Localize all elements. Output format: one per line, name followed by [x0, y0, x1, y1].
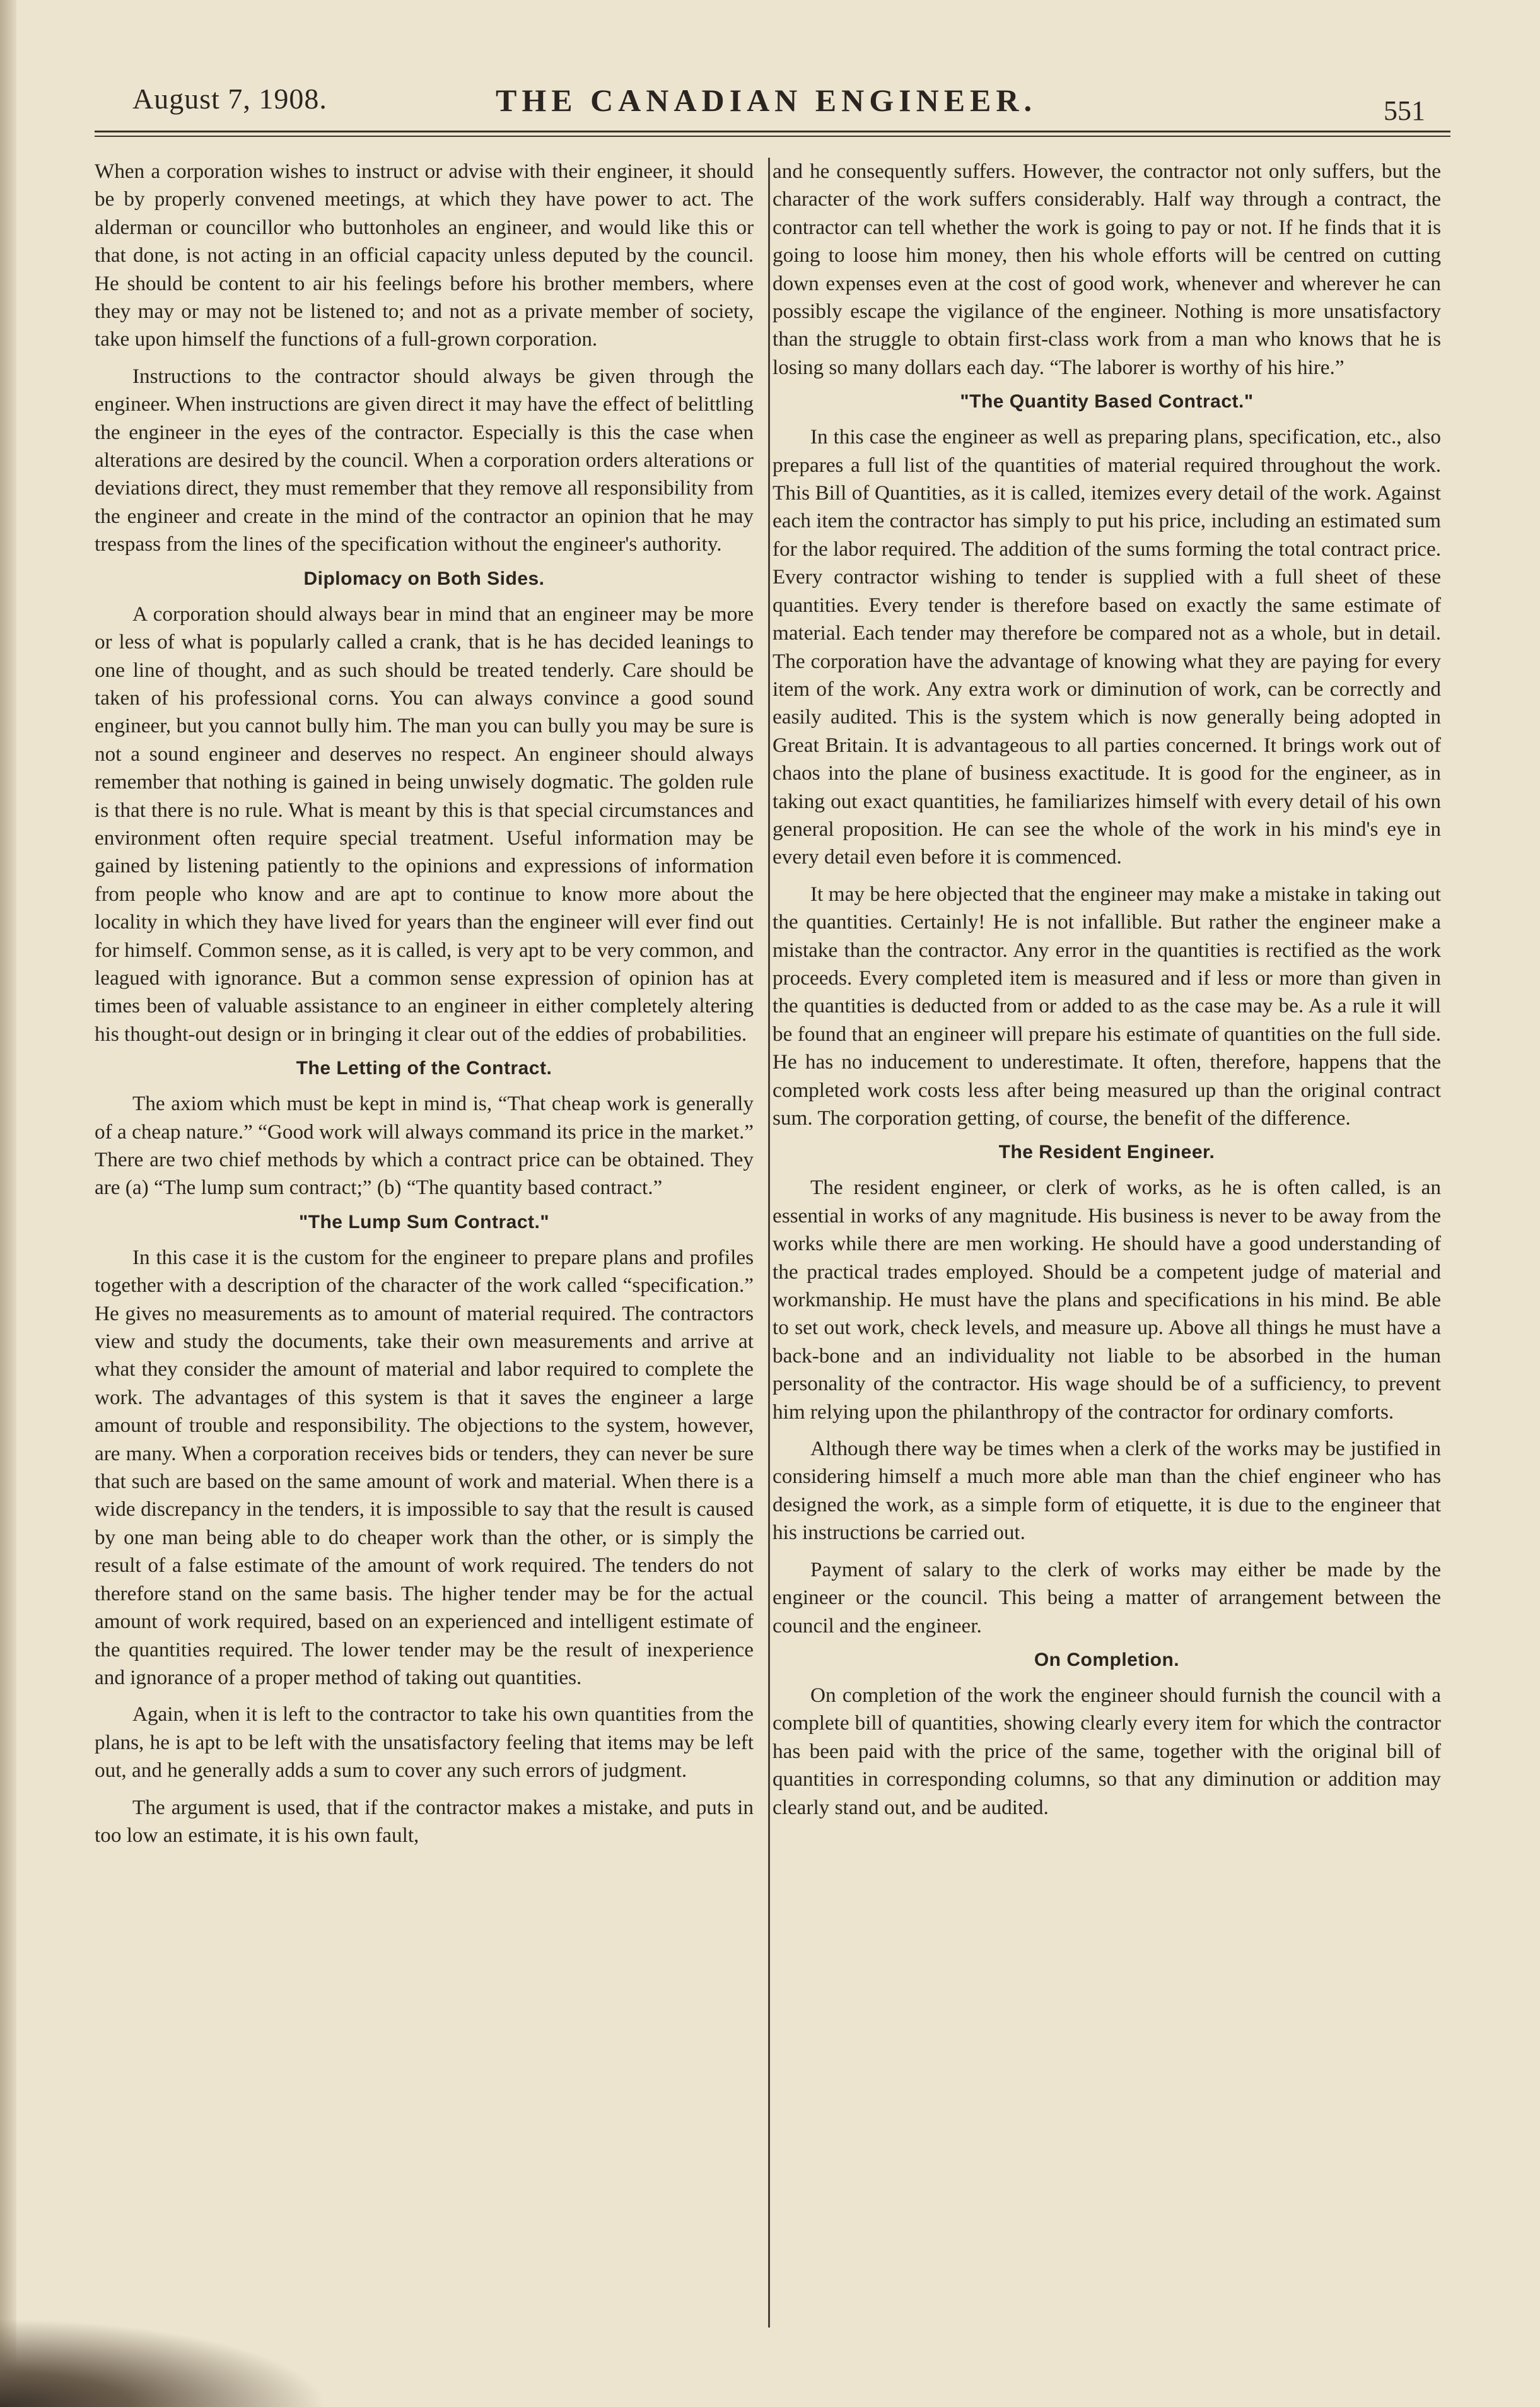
paragraph: The axiom which must be kept in mind is, “That cheap work is generally of a cheap nature.” “Good work will always command its price in the market.” There are two chief methods by which a contract price can be obtained. They are (a) “The lump sum contract;” (b) “The quantity based contract.” — [95, 1092, 754, 1200]
page-corner-shadow — [0, 2319, 328, 2407]
paragraph: The resident engineer, or clerk of works, as he is often called, is an essential in works of any magnitude. His business is never to be away from the works while there are men working. He should have a good understanding of the practical trades employed. Should be a competent judge of material and workmanship. He must have the plans and specifications in his mind. Be able to set out work, check levels, and measure up. Above all things he must have a back-bone and an individuality not liable to be absorbed in the human personality of the contractor. His wage should be of a sufficiency, to prevent him relying upon the philanthropy of the contractor for ordinary comforts. — [773, 1176, 1441, 1424]
section-heading: The Letting of the Contract. — [296, 1058, 552, 1079]
header-rule-thin — [95, 136, 1450, 137]
journal-title: THE CANADIAN ENGINEER. — [495, 83, 1037, 118]
paragraph: In this case it is the custom for the engineer to prepare plans and profiles together with a description of the character of the work called “specification.” He gives no measurements as to amount of material required. The contractors view and study the documents, take their own measurements and arrive at what they consider the amount of material and labor required to complete the work. The advantages of this system is that it saves the engineer a large amount of trouble and responsibility. The objections to the system, however, are many. When a corporation receives bids or tenders, they can never be sure that such are based on the same amount of work and material. When there is a wide discrepancy in the tenders, it is impossible to say that the result is caused by one man being able to do cheaper work than the other, or is simply the result of a false estimate of the amount of work required. The tenders do not therefore stand on the same basis. The higher tender may be for the actual amount of work required, based on an experienced and intelligent estimate of the quantities required. The lower tender may be the result of inexperience and ignorance of a proper method of taking out quantities. — [95, 1245, 754, 1689]
section-heading: "The Quantity Based Contract." — [960, 391, 1254, 413]
paragraph: Payment of salary to the clerk of works may either be made by the engineer or the council. This being a matter of arrangement between the council and the engineer. — [773, 1557, 1441, 1637]
section-heading: Diplomacy on Both Sides. — [303, 568, 545, 589]
left-column — [95, 158, 754, 2328]
paragraph: Although there way be times when a clerk of the works may be justified in considering himself a much more able man than the chief engineer who has designed the work, as a simple form of etiquette, it is due to the engineer that his instructions be carried out. — [773, 1437, 1441, 1545]
section-heading: "The Lump Sum Contract." — [298, 1211, 550, 1233]
paragraph: Instructions to the contractor should always be given through the engineer. When instructions are given direct it may have the effect of belittling the engineer in the eyes of the contractor. Especially is this the case when alterations are desired by the council. When a corporation orders alterations or deviations direct, they must remember that they remove all responsibility from the engineer and create in the mind of the contractor an opinion that he may trespass from the lines of the specification without the engineer's authority. — [95, 364, 754, 556]
right-column — [773, 158, 1441, 2328]
section-heading: The Resident Engineer. — [998, 1142, 1215, 1163]
paragraph: Again, when it is left to the contractor to take his own quantities from the plans, he is apt to be left with the unsatisfactory feeling that items may be left out, and he generally adds a sum to cover any such errors of judgment. — [95, 1702, 754, 1783]
section-heading: On Completion. — [1034, 1649, 1180, 1670]
page-edge — [0, 0, 16, 2407]
paragraph: When a corporation wishes to instruct or advise with their engineer, it should be by properly convened meetings, at which they have power to act. The alderman or councillor who buttonholes an engineer, and would like this or that done, is not acting in an official capacity unless deputed by the council. He should be content to air his feelings before his brother members, where they may or may not be listened to; and not as a private member of society, take upon himself the functions of a full-grown corporation. — [95, 160, 754, 351]
issue-date: August 7, 1908. — [132, 83, 327, 115]
paragraph: The argument is used, that if the contractor makes a mistake, and puts in too low an estimate, it is his own fault, — [95, 1795, 754, 1847]
paragraph: On completion of the work the engineer should furnish the council with a complete bill of quantities, showing clearly every item for which the contractor has been paid with the price of the same, together with the original bill of quantities in corresponding columns, so that any diminution or addition may clearly stand out, and be audited. — [773, 1683, 1441, 1819]
header-rule — [95, 131, 1450, 132]
page-header — [95, 76, 1438, 132]
column-divider — [768, 158, 770, 2328]
page-number: 551 — [1384, 95, 1425, 126]
paragraph: and he consequently suffers. However, the contractor not only suffers, but the character of the work suffers considerably. Half way through a contract, the contractor can tell whether the work is going to pay or not. If he finds that it is going to loose him money, then his whole efforts will be centred on cutting down expenses even at the cost of good work, whenever and wherever he can possibly escape the vigilance of the engineer. Nothing is more unsatisfactory than the struggle to obtain first-class work from a man who knows that he is losing so many dollars each day. “The laborer is worthy of his hire.” — [773, 160, 1441, 379]
paragraph: A corporation should always bear in mind that an engineer may be more or less of what is popularly called a crank, that is he has decided leanings to one line of thought, and as such should be treated tenderly. Care should be taken of his professional corns. You can always convince a good sound engineer, but you cannot bully him. The man you can bully you may be sure is not a sound engineer and deserves no respect. An engineer should always remember that nothing is gained in being unwisely dogmatic. The golden rule is that there is no rule. What is meant by this is that special circumstances and environment often require special treatment. Useful information may be gained by listening patiently to the opinions and expressions of information from people who know and are apt to continue to know more about the locality in which they have lived for years than the engineer will ever find out for himself. Common sense, as it is called, is very apt to be very common, and leagued with ignorance. But a common sense expression of opinion has at times been of valuable assistance to an engineer in either completely altering his thought-out design or in bringing it clear out of the eddies of probabilities. — [95, 602, 754, 1046]
paragraph: In this case the engineer as well as preparing plans, specification, etc., also prepares a full list of the quantities of material required throughout the work. This Bill of Quantities, as it is called, itemizes every detail of the work. Against each item the contractor has simply to put his price, including an estimated sum for the labor required. The addition of the sums forming the total contract price. Every contractor wishing to tender is supplied with a full sheet of these quantities. Every tender is therefore based on exactly the same estimate of material. Each tender may therefore be compared not as a whole, but in detail. The corporation have the advantage of knowing what they are paying for every item of the work. Any extra work or diminution of work, can be correctly and easily audited. This is the system which is now generally being adopted in Great Britain. It is advantageous to all parties concerned. It brings work out of chaos into the plane of business exactitude. It is good for the engineer, as in taking out exact quantities, he familiarizes himself with every detail of his own general proposition. He can see the whole of the work in his mind's eye in every detail even before it is commenced. — [773, 425, 1441, 869]
paragraph: It may be here objected that the engineer may make a mistake in taking out the quantities. Certainly! He is not infallible. But rather the engineer make a mistake than the contractor. Any error in the quantities is rectified as the work proceeds. Every completed item is measured and if less or more than given in the quantities is deducted from or added to as the case may be. As a rule it will be found that an engineer will prepare his estimate of quantities on the full side. He has no inducement to underestimate. It often, therefore, happens that the completed work costs less after being measured up than the original contract sum. The corporation getting, of course, the benefit of the difference. — [773, 882, 1441, 1130]
